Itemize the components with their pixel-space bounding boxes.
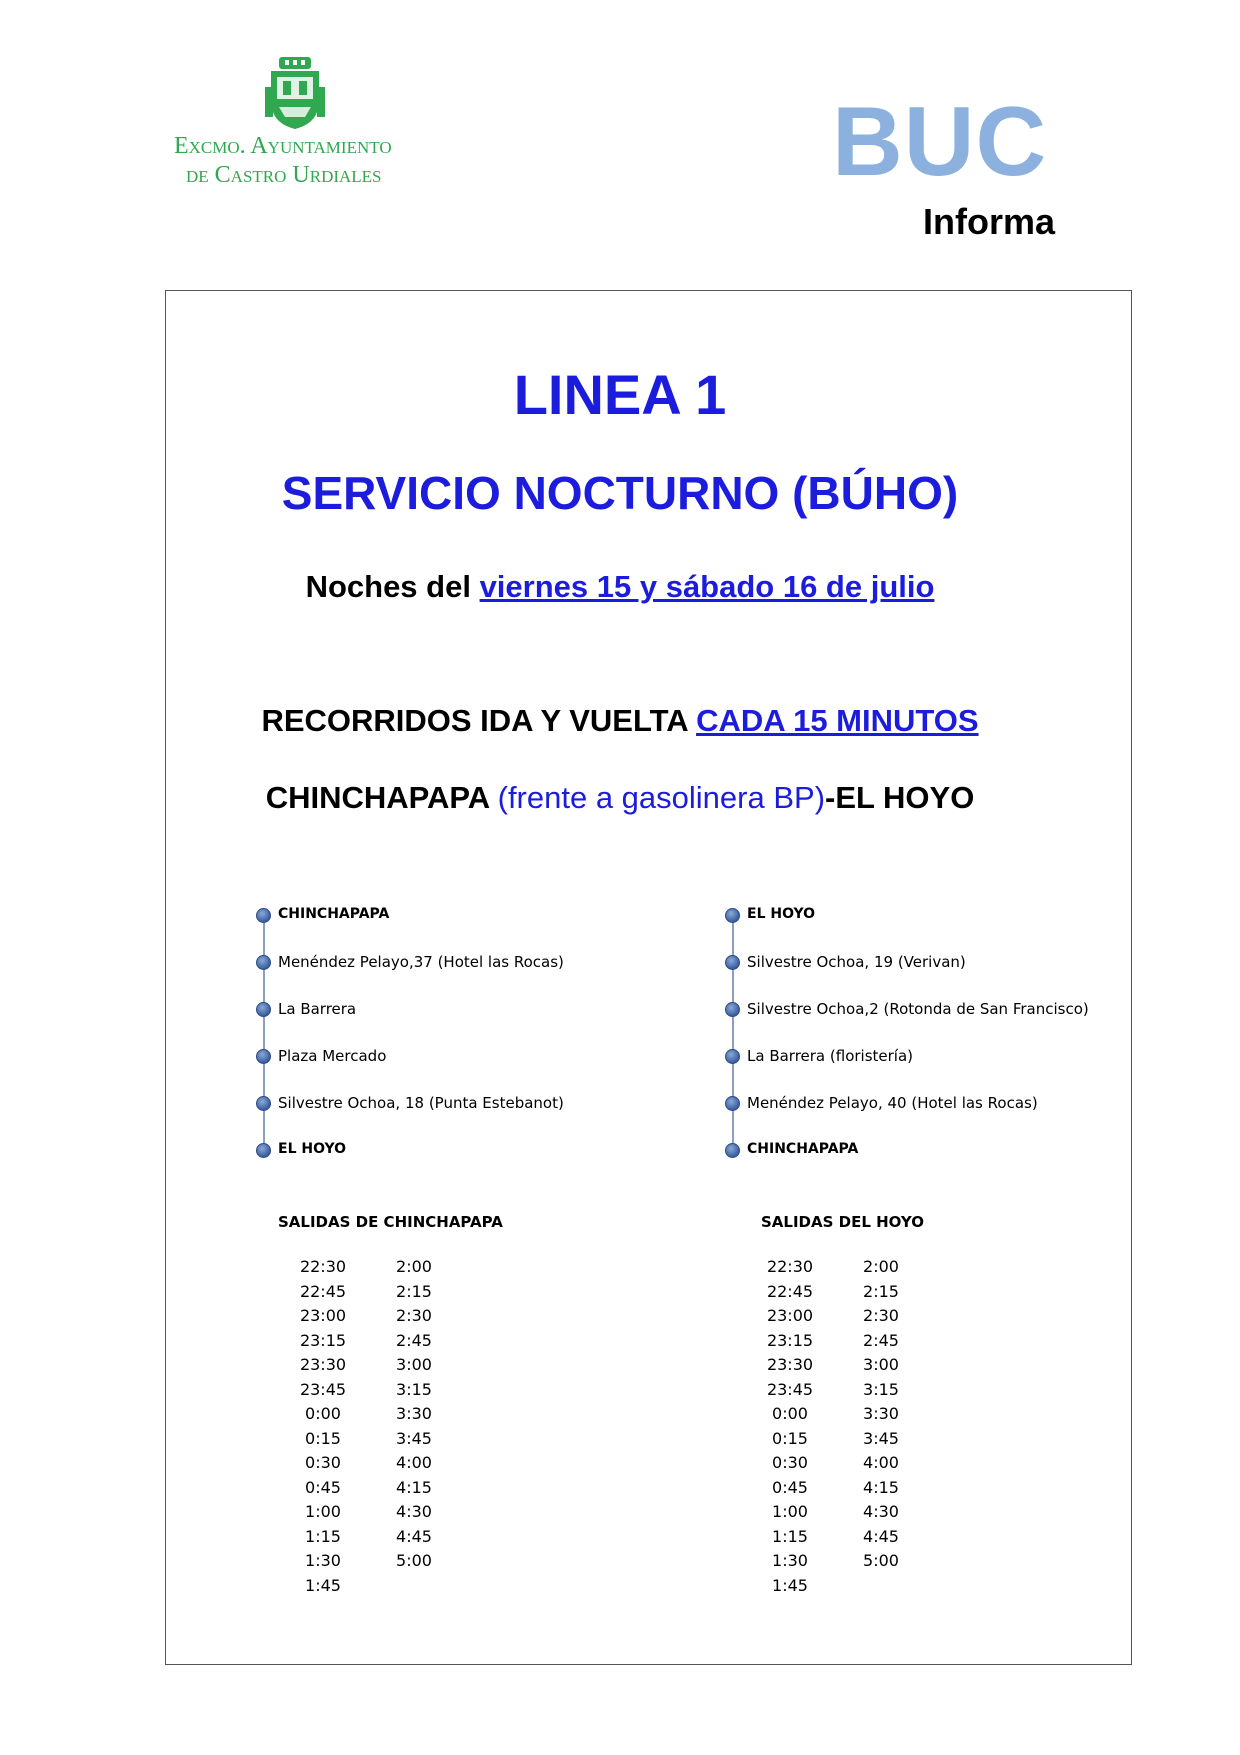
stop-dot-icon bbox=[256, 955, 271, 970]
schedule-outbound-col-2 bbox=[384, 1255, 444, 1574]
departure-time: 3:45 bbox=[396, 1428, 432, 1448]
departure-time: 3:00 bbox=[396, 1355, 432, 1374]
routes-prefix: RECORRIDOS IDA Y VUELTA bbox=[261, 703, 697, 738]
departure-time: 0:30 bbox=[772, 1453, 808, 1472]
stop-dot-icon bbox=[256, 1096, 271, 1111]
stop-label: Plaza Mercado bbox=[278, 1047, 387, 1065]
departure-time: 3:15 bbox=[863, 1379, 899, 1399]
departure-time: 4:00 bbox=[863, 1453, 899, 1472]
endpoint-a-note: (frente a gasolinera BP) bbox=[497, 780, 826, 815]
departure-time: 5:00 bbox=[396, 1551, 432, 1570]
schedule-outbound-col-1 bbox=[293, 1255, 353, 1598]
departure-time: 2:30 bbox=[396, 1306, 432, 1325]
departure-time: 3:45 bbox=[863, 1428, 899, 1448]
line-title: LINEA 1 bbox=[513, 363, 727, 426]
route-line bbox=[732, 916, 734, 1151]
departure-time: 0:30 bbox=[305, 1453, 341, 1472]
departure-time: 2:45 bbox=[396, 1330, 432, 1350]
endpoint-a: CHINCHAPAPA bbox=[265, 780, 498, 815]
departure-time: 23:45 bbox=[299, 1379, 347, 1399]
endpoints-line bbox=[0, 780, 1240, 816]
departure-time: 2:00 bbox=[396, 1257, 432, 1276]
departure-time: 23:00 bbox=[766, 1306, 814, 1325]
departure-time: 0:45 bbox=[772, 1477, 808, 1497]
schedule-return-col-2 bbox=[851, 1255, 911, 1574]
stop-dot-icon bbox=[725, 908, 740, 923]
brand-subtitle: Informa bbox=[923, 201, 1056, 242]
logo-line-1: Excmo. Ayuntamiento bbox=[174, 133, 392, 159]
departure-time: 22:45 bbox=[766, 1281, 814, 1301]
departure-time: 4:00 bbox=[396, 1453, 432, 1472]
route-outbound bbox=[256, 906, 656, 1166]
route-return bbox=[725, 906, 1125, 1166]
departure-time: 2:45 bbox=[863, 1330, 899, 1350]
departure-time: 4:45 bbox=[863, 1526, 899, 1546]
stop-dot-icon bbox=[256, 1002, 271, 1017]
departure-time: 2:15 bbox=[396, 1281, 432, 1301]
nights-prefix: Noches del bbox=[305, 569, 480, 604]
departure-time: 0:00 bbox=[772, 1404, 808, 1423]
departure-time: 5:00 bbox=[863, 1551, 899, 1570]
departure-time: 0:45 bbox=[305, 1477, 341, 1497]
stop-dot-icon bbox=[725, 1143, 740, 1158]
stop-label: CHINCHAPAPA bbox=[278, 906, 390, 922]
departure-time: 23:45 bbox=[766, 1379, 814, 1399]
stop-dot-icon bbox=[725, 1002, 740, 1017]
routes-frequency: CADA 15 MINUTOS bbox=[696, 703, 979, 738]
departure-time: 3:30 bbox=[396, 1404, 432, 1423]
stop-dot-icon bbox=[725, 955, 740, 970]
departure-time: 4:30 bbox=[863, 1502, 899, 1521]
departure-time: 3:30 bbox=[863, 1404, 899, 1423]
departure-time: 1:45 bbox=[305, 1575, 341, 1595]
departure-time: 1:45 bbox=[772, 1575, 808, 1595]
departure-time: 2:30 bbox=[863, 1306, 899, 1325]
service-title: SERVICIO NOCTURNO (BÚHO) bbox=[281, 467, 959, 519]
departure-time: 23:00 bbox=[299, 1306, 347, 1325]
departure-time: 2:15 bbox=[863, 1281, 899, 1301]
departure-time: 2:00 bbox=[863, 1257, 899, 1276]
stop-label: Menéndez Pelayo, 40 (Hotel las Rocas) bbox=[747, 1094, 1038, 1112]
departure-time: 4:30 bbox=[396, 1502, 432, 1521]
departure-time: 0:15 bbox=[772, 1428, 808, 1448]
departure-time: 1:15 bbox=[772, 1526, 808, 1546]
stop-label: La Barrera bbox=[278, 1000, 357, 1018]
stop-label: Silvestre Ochoa,2 (Rotonda de San Francisco) bbox=[747, 1000, 1089, 1018]
stop-dot-icon bbox=[256, 1143, 271, 1158]
stop-label: Menéndez Pelayo,37 (Hotel las Rocas) bbox=[278, 953, 564, 971]
stop-dot-icon bbox=[725, 1096, 740, 1111]
coat-of-arms-icon bbox=[265, 57, 325, 129]
departure-time: 1:00 bbox=[305, 1502, 341, 1521]
departure-time: 4:45 bbox=[396, 1526, 432, 1546]
nights-line bbox=[0, 569, 1240, 605]
stop-dot-icon bbox=[725, 1049, 740, 1064]
logo-line-2: de Castro Urdiales bbox=[186, 162, 382, 188]
departure-time: 22:30 bbox=[766, 1257, 814, 1276]
departure-time: 4:15 bbox=[863, 1477, 899, 1497]
departure-time: 0:15 bbox=[305, 1428, 341, 1448]
departure-time: 1:30 bbox=[305, 1551, 341, 1570]
stop-label: EL HOYO bbox=[278, 1141, 347, 1157]
stop-label: Silvestre Ochoa, 19 (Verivan) bbox=[747, 953, 966, 971]
stop-dot-icon bbox=[256, 908, 271, 923]
departure-time: 23:15 bbox=[299, 1330, 347, 1350]
departure-time: 23:15 bbox=[766, 1330, 814, 1350]
departure-time: 0:00 bbox=[305, 1404, 341, 1423]
departure-time: 3:15 bbox=[396, 1379, 432, 1399]
departure-time: 4:15 bbox=[396, 1477, 432, 1497]
nights-dates: viernes 15 y sábado 16 de julio bbox=[479, 569, 935, 604]
stop-label: EL HOYO bbox=[747, 906, 816, 922]
route-line bbox=[263, 916, 265, 1151]
stop-label: La Barrera (floristería) bbox=[747, 1047, 914, 1065]
municipal-logo bbox=[170, 55, 420, 190]
departure-time: 1:30 bbox=[772, 1551, 808, 1570]
routes-line bbox=[0, 703, 1240, 739]
stop-label: Silvestre Ochoa, 18 (Punta Estebanot) bbox=[278, 1094, 564, 1112]
departure-time: 1:15 bbox=[305, 1526, 341, 1546]
stop-label: CHINCHAPAPA bbox=[747, 1141, 859, 1157]
departure-time: 23:30 bbox=[299, 1355, 347, 1374]
departure-time: 22:30 bbox=[299, 1257, 347, 1276]
departure-time: 3:00 bbox=[863, 1355, 899, 1374]
schedule-return-col-1 bbox=[760, 1255, 820, 1598]
brand-title: BUC bbox=[832, 86, 1048, 196]
endpoint-b: -EL HOYO bbox=[825, 780, 975, 815]
stop-dot-icon bbox=[256, 1049, 271, 1064]
departure-time: 23:30 bbox=[766, 1355, 814, 1374]
schedule-return-title: SALIDAS DEL HOYO bbox=[761, 1213, 924, 1231]
departure-time: 1:00 bbox=[772, 1502, 808, 1521]
schedule-outbound-title: SALIDAS DE CHINCHAPAPA bbox=[278, 1213, 503, 1231]
departure-time: 22:45 bbox=[299, 1281, 347, 1301]
